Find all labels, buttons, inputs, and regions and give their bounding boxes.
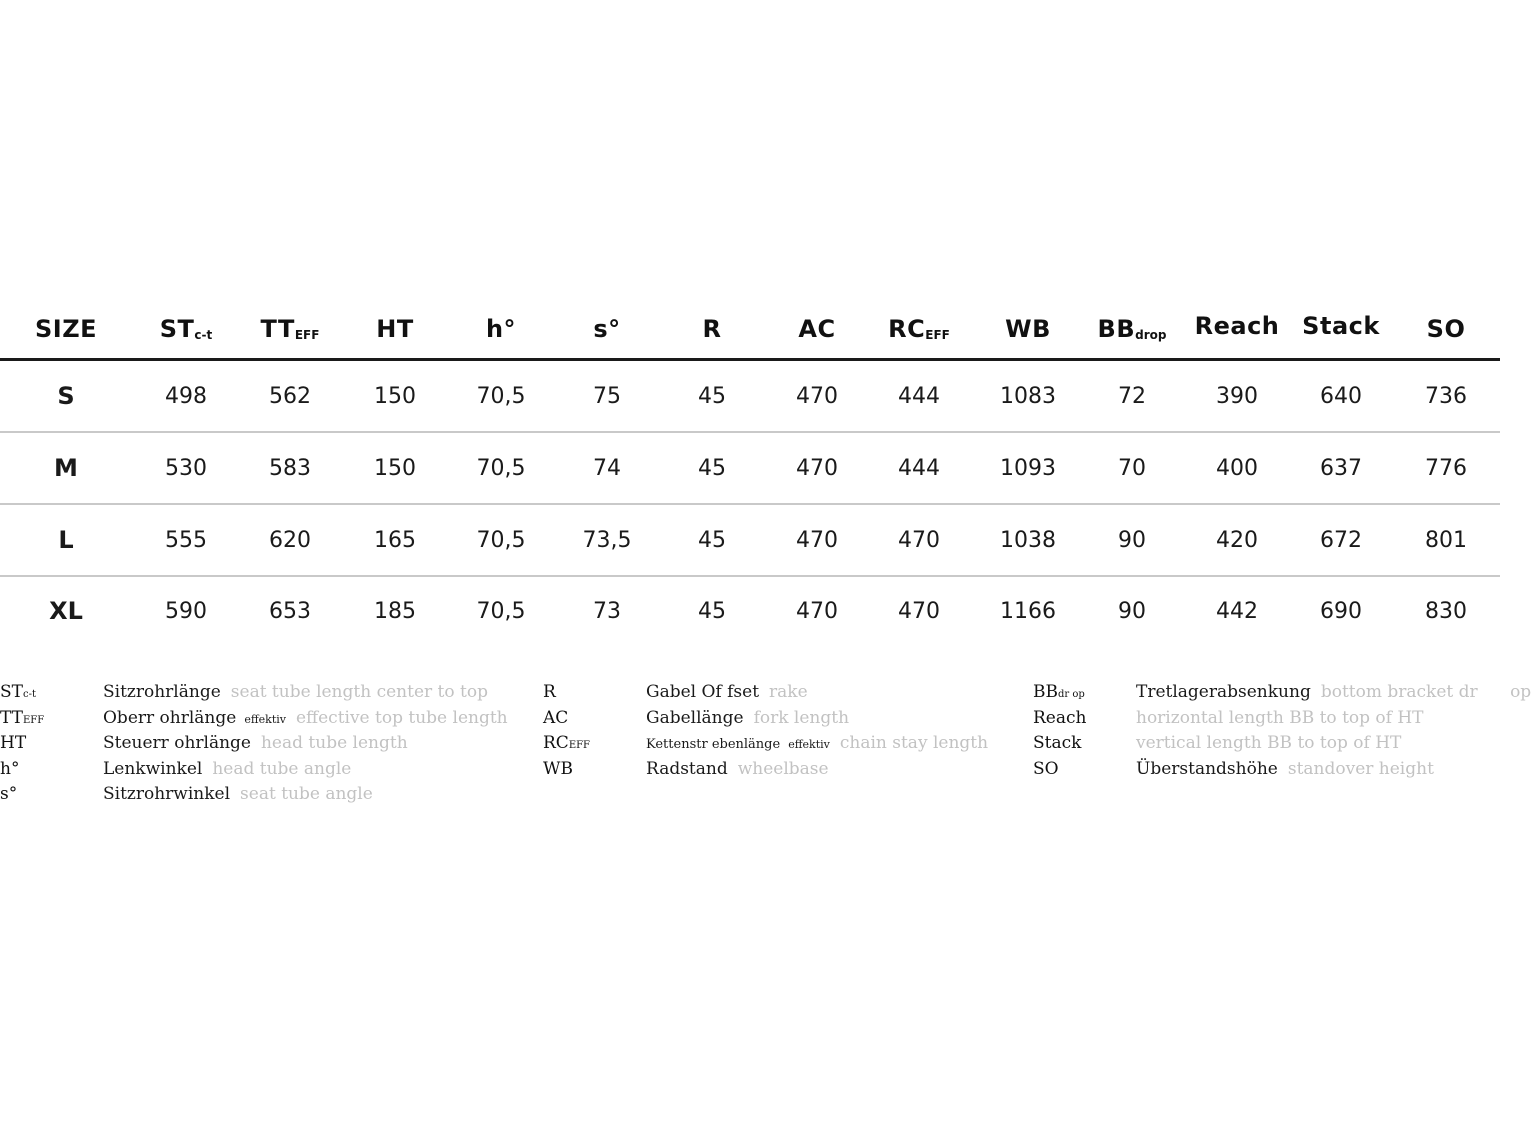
table-cell: 736 [1425,383,1467,409]
legend-german-term: Lenkwinkel [103,758,203,779]
legend-item [0,757,520,783]
table-cell: 1083 [1000,383,1056,409]
legend [0,680,1531,820]
legend-item [0,680,520,706]
table-cell: 150 [374,383,416,409]
legend-english-term: fork length [753,707,850,728]
legend-item [0,706,520,732]
legend-item [543,680,1013,706]
legend-german-term: Tretlagerabsenkung [1136,682,1311,702]
header-seat-angle: s° [593,315,621,343]
table-cell: 45 [698,383,726,409]
legend-column-fit [1033,680,1531,782]
table-cell: 73,5 [582,527,632,553]
table-cell: 590 [165,598,207,624]
legend-item [543,757,1013,783]
size-label: S [57,382,75,410]
table-cell: 470 [796,383,838,409]
table-cell: 470 [898,527,940,553]
table-cell: 498 [165,383,207,409]
table-cell: 165 [374,527,416,553]
legend-german-term: Gabellänge [646,707,744,728]
table-cell: 801 [1425,527,1467,553]
table-cell: 530 [165,455,207,481]
table-cell: 442 [1216,598,1258,624]
legend-abbreviation [1033,757,1059,783]
legend-german-term: Steuerr ohrlänge [103,733,251,753]
table-body [0,361,1500,645]
legend-description [103,757,351,783]
legend-description [103,680,488,706]
legend-english-term: standover height [1287,758,1434,779]
table-cell: 640 [1320,383,1362,409]
legend-abbreviation [1033,706,1086,732]
table-cell: 70 [1118,455,1146,481]
legend-description [646,757,829,783]
table-cell: 150 [374,455,416,481]
header-wb: WB [1005,315,1051,343]
legend-english-term: horizontal length BB to top of HT [1136,707,1424,728]
table-cell: 45 [698,455,726,481]
table-cell: 444 [898,455,940,481]
header-ac: AC [798,315,836,343]
legend-abbreviation [0,782,17,808]
legend-german-term: Radstand [646,758,728,779]
size-label: L [58,526,74,554]
legend-english-term: chain stay length [839,733,989,753]
table-cell: 620 [269,527,311,553]
legend-description [1136,731,1401,757]
table-cell: 776 [1425,455,1467,481]
table-cell: 470 [898,598,940,624]
legend-description [1136,706,1424,732]
table-cell: 70,5 [476,455,526,481]
table-cell: 90 [1118,598,1146,624]
table-row [0,433,1500,505]
legend-german-term: Überstandshöhe [1136,758,1278,779]
legend-abbr-main: R [543,682,556,702]
legend-english-term: bottom bracket dr op [1320,682,1531,702]
table-cell: 70,5 [476,598,526,624]
legend-abbreviation [1033,731,1081,757]
table-cell: 1093 [1000,455,1056,481]
legend-abbr-main: Stack [1033,733,1082,753]
legend-description [646,731,988,758]
table-cell: 70,5 [476,527,526,553]
legend-german-term: Oberr ohrlänge [103,707,237,728]
table-cell: 1038 [1000,527,1056,553]
legend-abbr-subscript: dr op [1058,689,1085,700]
legend-qualifier: effektiv [788,738,830,751]
legend-abbr-main: HT [0,733,27,753]
legend-item [543,731,1013,757]
legend-abbr-main: h° [0,758,20,779]
legend-description [103,782,373,808]
header-st: ST c-t [159,315,213,343]
legend-item [1033,731,1500,757]
table-cell: 90 [1118,527,1146,553]
legend-item [543,706,1013,732]
header-tt: TT EFF [260,315,320,343]
legend-german-term: Gabel Of fset [646,682,760,702]
legend-english-term: seat tube angle [240,784,373,804]
legend-english-term: effective top tube length [295,707,508,728]
table-cell: 555 [165,527,207,553]
legend-abbreviation [0,731,26,757]
table-cell: 470 [796,455,838,481]
table-cell: 390 [1216,383,1258,409]
legend-english-term: seat tube length center to top [230,682,488,702]
legend-abbr-subscript: c-t [23,689,36,700]
table-cell: 73 [593,598,621,624]
table-cell: 562 [269,383,311,409]
header-reach: Reach [1194,312,1280,340]
table-cell: 72 [1118,383,1146,409]
table-cell: 420 [1216,527,1258,553]
legend-abbreviation [543,757,573,783]
table-cell: 583 [269,455,311,481]
legend-english-term: head tube length [260,733,408,753]
size-label: M [54,454,78,482]
table-cell: 400 [1216,455,1258,481]
table-cell: 70,5 [476,383,526,409]
legend-item [1033,706,1500,732]
legend-abbr-subscript: EFF [568,740,590,751]
table-row [0,505,1500,577]
header-bb: BB drop [1097,315,1167,343]
legend-abbr-main: RC [543,733,569,753]
table-cell: 653 [269,598,311,624]
legend-abbreviation [0,706,44,734]
legend-abbreviation [1033,680,1085,708]
legend-description [1136,680,1531,706]
legend-column-frame [0,680,520,808]
legend-abbr-main: BB [1033,682,1058,702]
table-cell: 470 [796,598,838,624]
legend-abbr-main: AC [543,707,569,728]
legend-qualifier: effektiv [244,712,286,726]
legend-german-term: Sitzrohrlänge [103,682,221,702]
header-so: SO [1426,315,1466,343]
legend-english-term: vertical length BB to top of HT [1136,733,1402,753]
table-cell: 45 [698,527,726,553]
legend-english-term: wheelbase [737,758,829,779]
legend-description [646,706,849,732]
table-row [0,577,1500,645]
size-label: XL [49,597,83,625]
legend-german-term: Kettenstr ebenlänge [646,737,781,752]
legend-column-fork [543,680,1013,782]
legend-german-term: Sitzrohrwinkel [103,784,231,804]
legend-abbreviation [543,731,590,759]
legend-item [1033,757,1500,783]
table-cell: 830 [1425,598,1467,624]
table-cell: 45 [698,598,726,624]
header-size: SIZE [34,315,98,343]
legend-english-term: rake [769,682,808,702]
legend-description [103,731,408,757]
table-cell: 470 [796,527,838,553]
header-r: R [702,315,722,343]
legend-abbreviation [0,680,36,708]
table-row [0,361,1500,433]
legend-description [646,680,808,706]
legend-item [0,782,520,808]
table-cell: 690 [1320,598,1362,624]
legend-abbreviation [543,680,556,706]
legend-abbr-main: ST [0,682,23,702]
legend-item [0,731,520,757]
legend-description [103,706,508,733]
geometry-table [0,300,1500,645]
legend-abbreviation [0,757,19,783]
table-cell: 672 [1320,527,1362,553]
table-cell: 1166 [1000,598,1056,624]
table-header-row [0,300,1500,361]
legend-abbr-subscript: EFF [23,714,45,726]
table-cell: 75 [593,383,621,409]
legend-item [1033,680,1531,706]
legend-abbr-main: WB [543,758,573,779]
legend-description [1136,757,1434,783]
table-cell: 444 [898,383,940,409]
legend-abbr-main: Reach [1033,707,1087,728]
table-cell: 185 [374,598,416,624]
header-rc: RC EFF [888,315,950,343]
table-cell: 74 [593,455,621,481]
legend-abbr-main: s° [0,784,18,804]
legend-abbreviation [543,706,568,732]
legend-abbr-main: TT [0,707,23,728]
header-ht: HT [376,315,414,343]
legend-abbr-main: SO [1033,758,1059,779]
table-cell: 637 [1320,455,1362,481]
header-head-angle: h° [485,315,517,343]
header-stack: Stack [1302,312,1380,340]
legend-english-term: head tube angle [212,758,352,779]
